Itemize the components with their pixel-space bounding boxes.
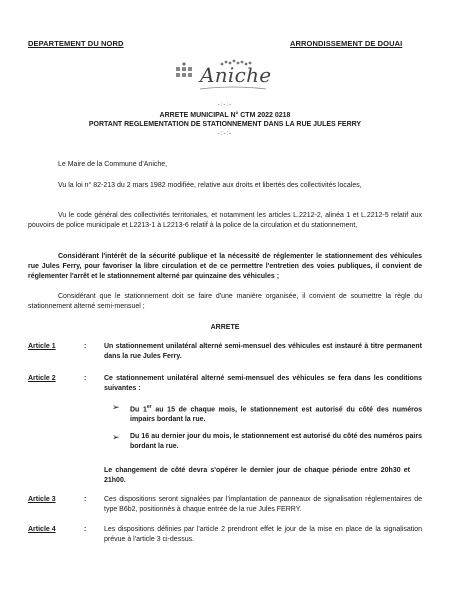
article-1-colon: : (84, 343, 87, 350)
article-4-label: Article 4 (28, 526, 56, 533)
article-2-colon: : (84, 375, 87, 382)
separator-bottom: -:-:- (217, 131, 233, 137)
arrow-bullet-icon: ➢ (112, 402, 120, 412)
considerant-paragraph-2: Considérant que le stationnement doit se faire d'une manière organisée, il convient de soumettre la règle du stationnement alterné semi-mensuel ; (28, 293, 422, 310)
considerant-paragraph-1: Considérant l'intérêt de la sécurité publique et la nécessité de réglementer le stationnement des véhicules rue Jules Ferry, pour favoriser la libre circulation et de ce permettre l'entretien des voies publiques, il convient de réglementer l'arrêt et le stationnement alterné par quinzaine des véhicules ; (28, 253, 422, 280)
aniche-logo (172, 55, 272, 91)
article-1-text: Un stationnement unilatéral alterné semi-mensuel des véhicules est instauré à titre permanent dans la rue Jules Ferry. (104, 343, 422, 360)
article-2-text: Ce stationnement unilatéral alterné semi-mensuel des véhicules se fera dans les conditions suivantes : (104, 375, 422, 392)
article-1-label: Article 1 (28, 343, 56, 350)
article-2-label: Article 2 (28, 375, 56, 382)
article-2-bullet-2: Du 16 au dernier jour du mois, le stationnement est autorisé du côté des numéros pairs bordant la rue. (130, 433, 422, 450)
article-3-colon: : (84, 496, 87, 503)
vu-paragraph-2: Vu le code général des collectivités territoriales, et notamment les articles L.2212-2, alinéa 1 et L.2212-5 relatif aux pouvoirs de police municipale et L2213-1 à L2213-6 relatif à la police de la circulation et du stationnement, (28, 212, 422, 229)
article-4-text: Les dispositions définies par l'article 2 prendront effet le jour de la mise en place de la signalisation prévue à l'article 3 ci-dessus. (104, 526, 422, 543)
article-2-bullet-1: Du 1er au 15 de chaque mois, le stationnement est autorisé du côté des numéros impairs bordant la rue. (130, 404, 422, 424)
decree-number: ARRETE MUNICIPAL N° CTM 2022 0218 (159, 112, 291, 119)
logo-underline (198, 85, 268, 91)
logo-text: Aniche (200, 63, 272, 87)
town-emblem-icon (172, 61, 200, 83)
vu-paragraph-1: Vu la loi n° 82-213 du 2 mars 1982 modifiée, relative aux droits et libertés des collectivités locales, (58, 182, 362, 189)
article-3-label: Article 3 (28, 496, 56, 503)
article-3-text: Ces dispositions seront signalées par l'implantation de panneaux de signalisation réglementaires de type B6b2, positionnés à chaque entrée de la rue Jules FERRY. (104, 496, 422, 513)
decree-subject: PORTANT REGLEMENTATION DE STATIONNEMENT DANS LA RUE JULES FERRY (88, 121, 362, 128)
arrondissement-header: ARRONDISSEMENT DE DOUAI (290, 39, 403, 48)
department-header: DEPARTEMENT DU NORD (28, 39, 124, 48)
arrete-heading: ARRETE (210, 324, 240, 331)
separator-top: -:-:- (217, 102, 233, 108)
intro-line: Le Maire de la Commune d'Aniche, (58, 161, 168, 168)
arrow-bullet-icon: ➢ (112, 432, 120, 442)
article-2-change-note: Le changement de côté devra s'opérer le dernier jour de chaque période entre 20h30 et 21h00. (104, 467, 410, 484)
article-4-colon: : (84, 526, 87, 533)
logo-dots (206, 55, 266, 63)
